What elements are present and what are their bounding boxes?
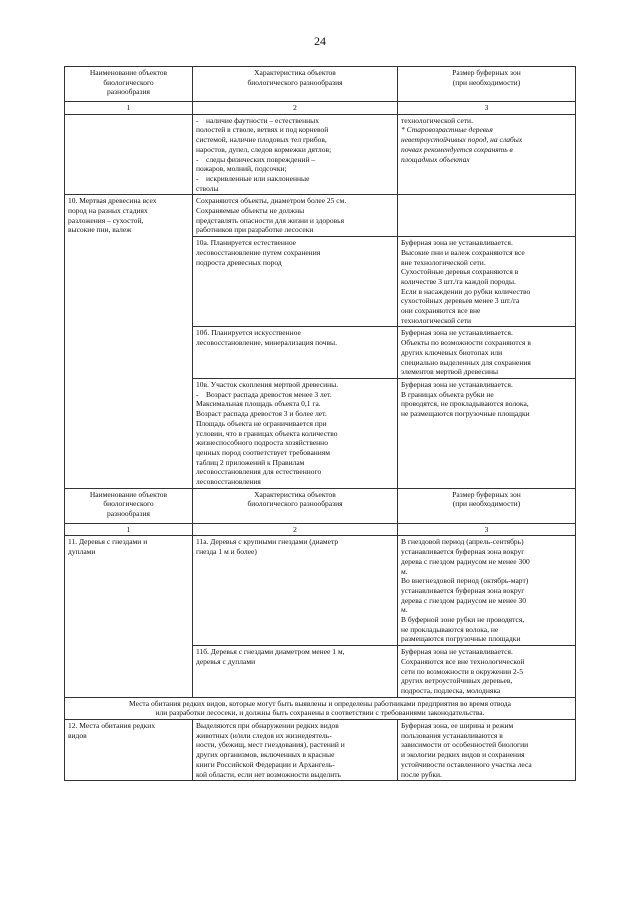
cell-10-name: 10. Мертвая древесина всех пород на разных стадиях разложения – сухостой, высокие пни, валеж bbox=[65, 195, 193, 488]
list-item: - Возраст распада древостоя менее 3 лет. bbox=[196, 389, 332, 399]
header-col-objects-repeat: Наименование объектов биологического разнообразия bbox=[65, 488, 193, 523]
table-row-10 bbox=[65, 195, 576, 237]
cell-10-intro-buffer bbox=[398, 195, 576, 237]
column-number-2: 2 bbox=[193, 523, 398, 536]
cell-11a-description: 11а. Деревья с крупными гнездами (диаметр гнезда 1 м и более) bbox=[193, 536, 398, 646]
column-number-row-repeat bbox=[65, 523, 576, 536]
cell-rare-species-note: Места обитания редких видов, которые могут быть выявлены и определены работниками предприятия во время отвода или разработки лесосеки, и должны быть сохранены в соответствии с требованиями законодательства. bbox=[65, 697, 576, 719]
table-header-row-repeat bbox=[65, 488, 576, 523]
table-row-11a bbox=[65, 536, 576, 646]
column-number-3: 3 bbox=[398, 523, 576, 536]
cell-11-name: 11. Деревья с гнездами и дуплами bbox=[65, 536, 193, 697]
cell-cont-buffer: технологической сети. * Старовозрастные деревья неветроустойчивых пород, на слабых почвах рекомендуется сохранять в площадных объектах bbox=[398, 114, 576, 195]
list-item: - следы физических повреждений – bbox=[196, 154, 316, 164]
table-row-rare-note bbox=[65, 697, 576, 719]
cell-11b-description: 11б. Деревья с гнездами диаметром менее 1 м, деревья с дуплами bbox=[193, 646, 398, 698]
cell-10-intro: Сохраняются объекты, диаметром более 25 см. Сохраняемые объекты не должны представлять опасности для жизни и здоровья работников при разработке лесосеки bbox=[193, 195, 398, 237]
header-col-characteristics: Характеристика объектов биологического разнообразия bbox=[193, 67, 398, 102]
buffer-zone-table bbox=[64, 66, 576, 781]
header-col-buffer: Размер буферных зон (при необходимости) bbox=[398, 67, 576, 102]
column-number-1: 1 bbox=[65, 102, 193, 115]
column-number-1: 1 bbox=[65, 523, 193, 536]
page-number: 24 bbox=[314, 34, 326, 48]
cell-12-name: 12. Места обитания редких видов bbox=[65, 720, 193, 781]
cell-10a-description: 10а. Планируется естественное лесовосстановление путем сохранения подроста древесных пород bbox=[193, 237, 398, 327]
header-col-characteristics-repeat: Характеристика объектов биологического разнообразия bbox=[193, 488, 398, 523]
cell-10b-description: 10б. Планируется искусственное лесовосстановление, минерализация почвы. bbox=[193, 327, 398, 379]
table-header-row bbox=[65, 67, 576, 102]
table-row-12 bbox=[65, 720, 576, 781]
cell-10c-buffer: Буферная зона не устанавливается. В границах объекта рубки не проводятся, не прокладываются волока, не размещаются погрузочные площадки bbox=[398, 378, 576, 488]
cell-10b-buffer: Буферная зона не устанавливается. Объекты по возможности сохраняются в других ключевых биотопах или специально выделенных для сохранения элементов мертвой древесины bbox=[398, 327, 576, 379]
cell-12-description: Выделяются при обнаружении редких видов животных (и/или следов их жизнедеятель- ности, убежищ, мест гнездования), растений и других организмов, включенных в красные книги Российской Федерации и Архангель- кой области, если нет возможности выделить bbox=[193, 720, 398, 781]
column-number-2: 2 bbox=[193, 102, 398, 115]
cell-12-buffer: Буферная зона, ее ширина и режим пользования устанавливаются в зависимости от особенностей биологии и экологии редких видов и сохранения устойчивости оставленного участка леса после рубки. bbox=[398, 720, 576, 781]
cell-10c-description: 10в. Участок скопления мертвой древесины. - Возраст распада древостоя менее 3 лет. Максимальная площадь объекта 0,1 га. Возраст распада древостоя 3 и более лет. Площадь объекта не ограничивается при условии, что в границах объекта количество жизнеспособного подроста хозяйственно ценных пород соответствует требованиям таблиц 2 приложений к Правилам лесовосстановления для естественного лесовосстановления bbox=[193, 378, 398, 488]
cell-10a-buffer: Буферная зона не устанавливается. Высокие пни и валеж сохраняются все вне технологической сети. Сухостойные деревья сохраняются в количестве 3 шт./га каждой породы. Если в насаждении до рубки количество сухостойных деревьев менее 3 шт./га они сохраняются все вне технологической сети bbox=[398, 237, 576, 327]
list-item: - наличие фаутности – естественных bbox=[196, 115, 319, 125]
column-number-3: 3 bbox=[398, 102, 576, 115]
cell-cont-description: - наличие фаутности – естественных полостей в стволе, ветвях и под корневой системой, наличие плодовых тел грибов, наростов, дупел, следов кормежки дятлов; - следы физических повреждений – пожаров, молний, подсочки; - искривленные или наклоненные стволы bbox=[193, 114, 398, 195]
cell-11a-buffer: В гнездовой период (апрель-сентябрь) устанавливается буферная зона вокруг дерева с гнездом радиусом не менее 300 м. Во внегнездовой период (октябрь-март) устанавливается буферная зона вокруг дерева с гнездом радиусом не менее 30 м. В буферной зоне рубки не проводятся, не прокладываются волока, не размещаются погрузочные площадки bbox=[398, 536, 576, 646]
header-col-buffer-repeat: Размер буферных зон (при необходимости) bbox=[398, 488, 576, 523]
list-item: - искривленные или наклоненные bbox=[196, 173, 310, 183]
table-row-continuation bbox=[65, 114, 576, 195]
column-number-row bbox=[65, 102, 576, 115]
cell-cont-name bbox=[65, 114, 193, 195]
header-col-objects: Наименование объектов биологического разнообразия bbox=[65, 67, 193, 102]
cell-11b-buffer: Буферная зона не устанавливается. Сохраняются все вне технологической сети по возможности в окружении 2-5 других ветроустойчивых деревьев, подроста, подлеска, молодняка bbox=[398, 646, 576, 698]
